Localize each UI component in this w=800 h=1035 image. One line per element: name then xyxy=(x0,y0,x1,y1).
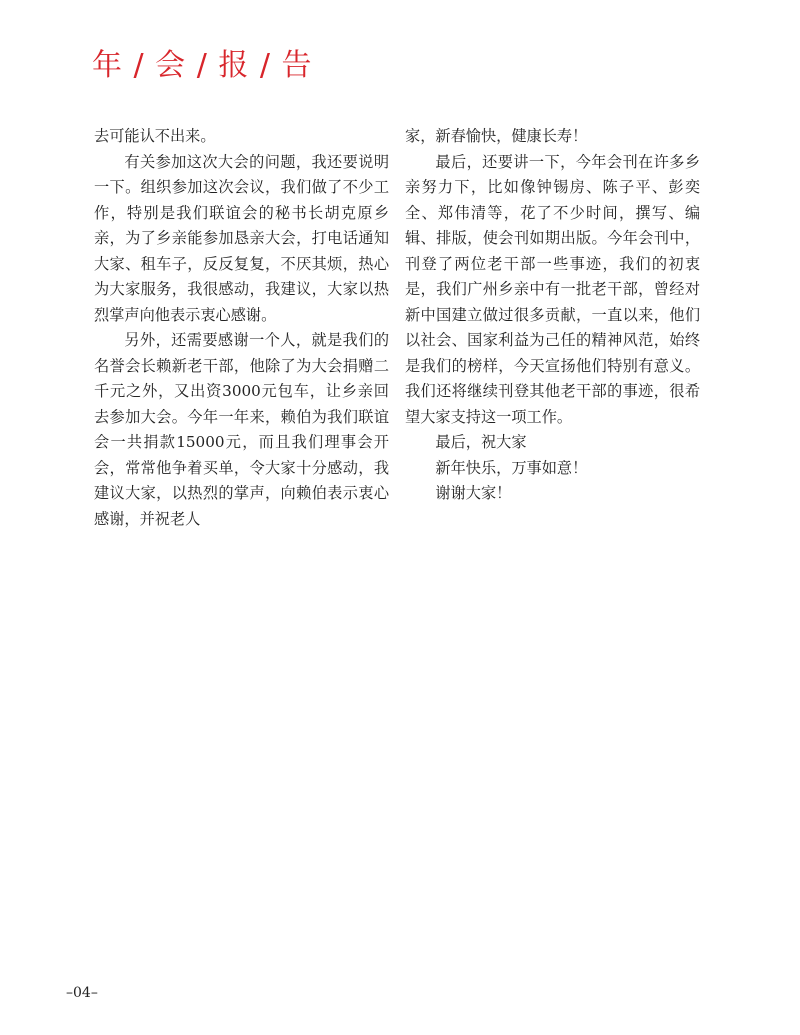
closing-line: 最后，祝大家 xyxy=(435,433,527,451)
closing-line: 谢谢大家！ xyxy=(435,484,512,502)
page-number: –04– xyxy=(66,985,98,1001)
left-text-column xyxy=(94,124,389,532)
paragraph: 有关参加这次大会的问题，我还要说明一下。组织参加这次会议，我们做了不少工作，特别是我们联谊会的秘书长胡克原乡亲，为了乡亲能参加恳亲大会，打电话通知大家、租车子，反反复复，不厌其烦，热心为大家服务，我很感动，我建议，大家以热烈掌声向他表示衷心感谢。 xyxy=(94,152,389,324)
right-text-column xyxy=(405,124,700,507)
paragraph-continued: 家，新春愉快，健康长寿！ xyxy=(405,127,588,145)
closing-line: 新年快乐，万事如意！ xyxy=(435,458,588,477)
page-section-title: 年 / 会 / 报 / 告 xyxy=(92,48,313,83)
paragraph-continued: 去可能认不出来。 xyxy=(94,127,216,145)
paragraph: 另外，还需要感谢一个人，就是我们的名誉会长赖新老干部，他除了为大会捐赠二千元之外，又出资3000元包车，让乡亲回去参加大会。今年一年来，赖伯为我们联谊会一共捐款15000元，而且我们理事会开会，常常他争着买单，令大家十分感动，我建议大家，以热烈的掌声，向赖伯表示衷心感谢，并祝老人 xyxy=(94,331,389,528)
paragraph: 最后，还要讲一下，今年会刊在许多乡亲努力下，比如像钟锡房、陈子平、彭奕全、郑伟清等，花了不少时间，撰写、编辑、排版，使会刊如期出版。今年会刊中，刊登了两位老干部一些事迹，我们的初衷是，我们广州乡亲中有一批老干部，曾经对新中国建立做过很多贡献，一直以来，他们以社会、国家利益为己任的精神风范，始终是我们的榜样，今天宣扬他们特别有意义。我们还将继续刊登其他老干部的事迹，很希望大家支持这一项工作。 xyxy=(405,152,700,426)
